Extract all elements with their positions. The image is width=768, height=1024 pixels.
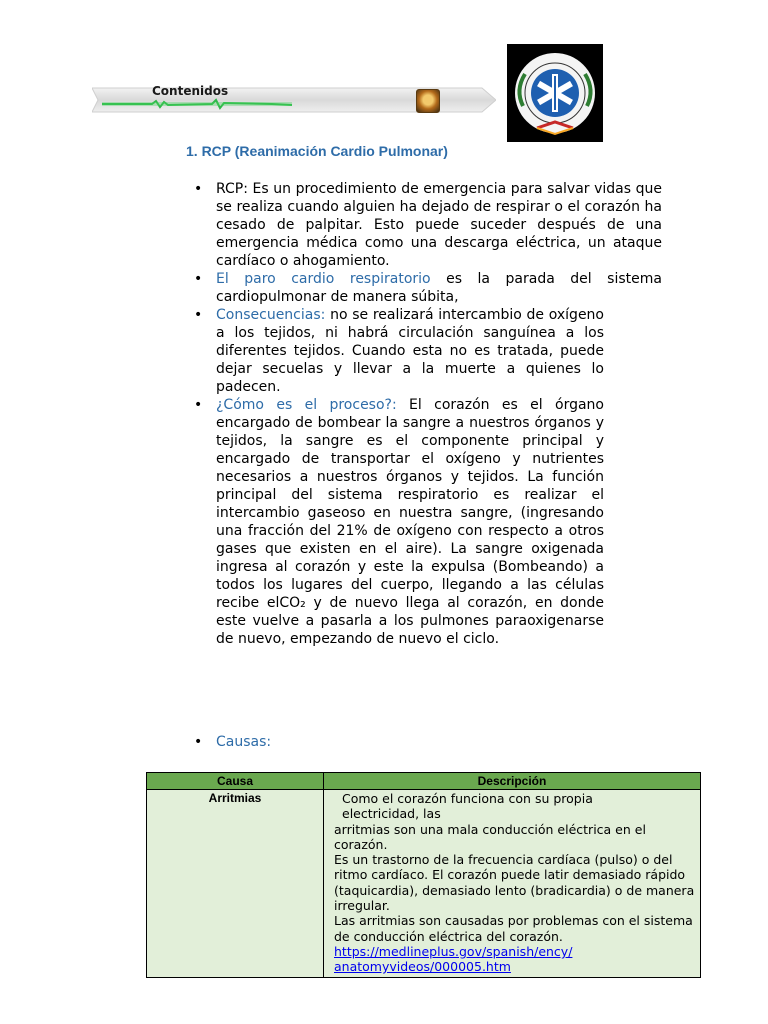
table-row bbox=[147, 790, 701, 978]
emergency-seal-logo bbox=[507, 44, 603, 142]
column-header-causa: Causa bbox=[147, 773, 324, 790]
bullet-lead: El paro cardio respiratorio bbox=[216, 271, 431, 287]
causes-table bbox=[146, 772, 701, 978]
bullet-icon: • bbox=[194, 734, 203, 750]
bullet-text: no se realizará intercambio de oxígeno a los tejidos, ni habrá circulación sanguínea a los diferentes tejidos. Cuando esta no es tratada, puede dejar secuelas y llevar a la muerte a quienes lo padecen. bbox=[216, 307, 604, 395]
bullet-text: RCP: Es un procedimiento de emergencia para salvar vidas que se realiza cuando alguien ha dejado de respirar o el corazón ha cesado de palpitar. Esto puede suceder después de una emergencia médica como una descarga eléctrica, un ataque cardíaco o ahogamiento. bbox=[216, 181, 662, 269]
bullet-icon: • bbox=[194, 307, 203, 323]
bullet-lead: ¿Cómo es el proceso?: bbox=[216, 397, 397, 413]
bullet-lead: Consecuencias: bbox=[216, 307, 326, 323]
description-cell bbox=[324, 790, 701, 978]
medlineplus-link[interactable] bbox=[334, 944, 572, 974]
list-item bbox=[190, 396, 604, 648]
list-item bbox=[190, 306, 604, 396]
table-header-row bbox=[147, 773, 701, 790]
bullet-text: El corazón es el órgano encargado de bombear la sangre a nuestros órganos y tejidos, la sangre es el componente principal y encargado de transportar el oxígeno y nutrientes necesarios a nuestros órganos y tejidos. La función principal del sistema respiratorio es realizar el intercambio gaseoso en nuestra sangre, (ingresando una fracción del 21% de oxígeno con respecto a otros gases que existen en el aire). La sangre oxigenada ingresa al corazón y este la expulsa (Bombeando) a todos los lugares del cuerpo, llegando a las células recibe elCO₂ y de nuevo llega al corazón, en donde este vuelve a pasarla a los pulmones paraoxigenarse de nuevo, empezando de nuevo el ciclo. bbox=[216, 397, 604, 647]
causas-item bbox=[190, 733, 271, 751]
contents-banner bbox=[92, 84, 496, 116]
link-line: https://medlineplus.gov/spanish/ency/ bbox=[334, 943, 573, 959]
list-item bbox=[190, 180, 662, 270]
cause-cell: Arritmias bbox=[147, 790, 324, 978]
heart-medal-icon bbox=[416, 89, 440, 113]
desc-paragraph: Es un trastorno de la frecuencia cardíaca (pulso) o del ritmo cardíaco. El corazón puede latir demasiado rápido (taquicardia), demasiado lento (bradicardia) o de manera irregular. bbox=[334, 852, 695, 914]
bullet-icon: • bbox=[194, 271, 203, 287]
list-item bbox=[190, 270, 662, 306]
banner-title: Contenidos bbox=[152, 84, 229, 98]
column-header-descripcion: Descripción bbox=[324, 773, 701, 790]
link-line: anatomyvideos/000005.htm bbox=[334, 959, 511, 975]
desc-line: electricidad, las bbox=[342, 806, 441, 822]
desc-line: Como el corazón funciona con su propia bbox=[342, 791, 593, 806]
causas-label: Causas: bbox=[216, 734, 272, 750]
desc-paragraph: arritmias son una mala conducción eléctrica en el corazón. bbox=[334, 821, 646, 852]
section-heading: 1. RCP (Reanimación Cardio Pulmonar) bbox=[186, 143, 448, 159]
desc-paragraph: Las arritmias son causadas por problemas con el sistema de conducción eléctrica del corazón. bbox=[334, 913, 693, 944]
bullet-icon: • bbox=[194, 181, 203, 197]
bullet-text: es la parada del sistema cardiopulmonar de manera súbita, bbox=[216, 271, 662, 305]
content-bullet-list bbox=[190, 180, 662, 648]
bullet-icon: • bbox=[194, 397, 203, 413]
